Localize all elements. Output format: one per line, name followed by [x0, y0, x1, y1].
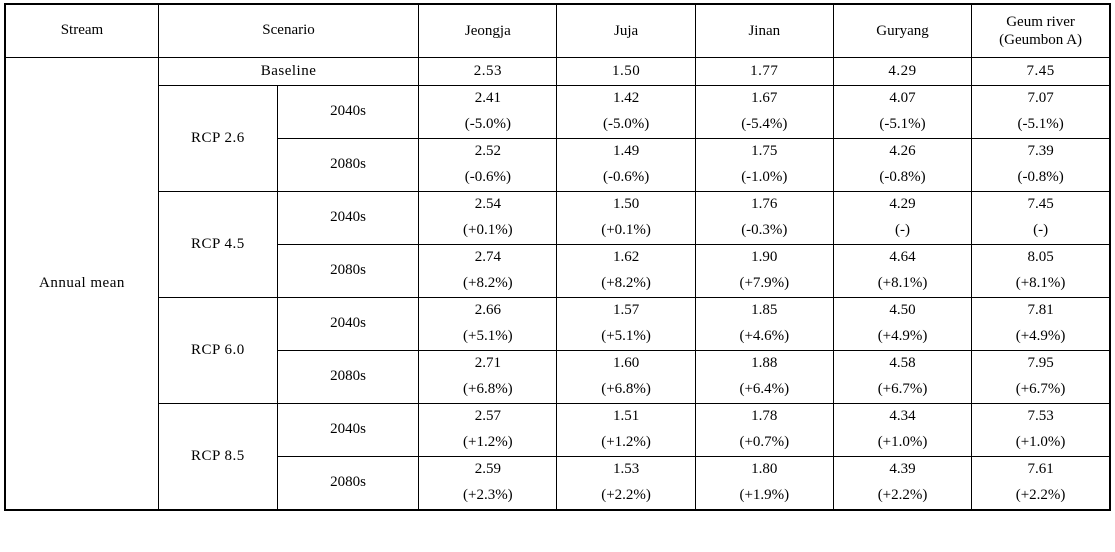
change-rcp85-2080s-juja: (+2.2%) — [557, 483, 695, 510]
header-site-jeongja-line1: Jeongja — [464, 23, 511, 39]
document-page — [0, 3, 1115, 552]
value-rcp26-2040s-juja: 1.42 — [557, 86, 695, 113]
value-rcp60-2080s-jeongja: 2.71 — [419, 351, 557, 378]
change-rcp26-2040s-guryang: (-5.1%) — [833, 112, 971, 139]
value-rcp60-2040s-jeongja: 2.66 — [419, 298, 557, 325]
stream-label-annual-mean: Annual mean — [5, 58, 158, 511]
change-rcp45-2040s-jeongja: (+0.1%) — [419, 218, 557, 245]
change-rcp60-2040s-jeongja: (+5.1%) — [419, 324, 557, 351]
value-rcp45-2040s-guryang: 4.29 — [833, 192, 971, 219]
value-rcp26-2080s-geum-river: 7.39 — [972, 139, 1110, 166]
change-rcp60-2080s-jeongja: (+6.8%) — [419, 377, 557, 404]
value-rcp60-2080s-guryang: 4.58 — [833, 351, 971, 378]
value-rcp26-2080s-juja: 1.49 — [557, 139, 695, 166]
value-rcp85-2080s-geum-river: 7.61 — [972, 457, 1110, 484]
baseline-value-geum-river: 7.45 — [972, 58, 1110, 86]
value-rcp60-2040s-juja: 1.57 — [557, 298, 695, 325]
table-row-rcp60-2040s-value — [5, 298, 1110, 325]
change-rcp60-2040s-juja: (+5.1%) — [557, 324, 695, 351]
baseline-value-jinan: 1.77 — [695, 58, 833, 86]
change-rcp45-2080s-juja: (+8.2%) — [557, 271, 695, 298]
change-rcp60-2080s-guryang: (+6.7%) — [833, 377, 971, 404]
change-rcp26-2040s-geum-river: (-5.1%) — [972, 112, 1110, 139]
change-rcp45-2040s-geum-river: (-) — [972, 218, 1110, 245]
change-rcp26-2080s-jeongja: (-0.6%) — [419, 165, 557, 192]
table-row-rcp45-2040s-value — [5, 192, 1110, 219]
value-rcp60-2080s-juja: 1.60 — [557, 351, 695, 378]
value-rcp45-2080s-juja: 1.62 — [557, 245, 695, 272]
period-label-rcp26-2040s: 2040s — [277, 86, 418, 139]
value-rcp45-2040s-juja: 1.50 — [557, 192, 695, 219]
value-rcp85-2080s-juja: 1.53 — [557, 457, 695, 484]
scenario-label-rcp-2-6: RCP 2.6 — [158, 86, 277, 192]
change-rcp60-2040s-guryang: (+4.9%) — [833, 324, 971, 351]
change-rcp45-2040s-juja: (+0.1%) — [557, 218, 695, 245]
table-row-rcp85-2040s-value — [5, 404, 1110, 431]
value-rcp60-2040s-geum-river: 7.81 — [972, 298, 1110, 325]
scenario-label-rcp-6-0: RCP 6.0 — [158, 298, 277, 404]
value-rcp45-2040s-jinan: 1.76 — [695, 192, 833, 219]
value-rcp45-2080s-jinan: 1.90 — [695, 245, 833, 272]
period-label-rcp85-2040s: 2040s — [277, 404, 418, 457]
value-rcp45-2080s-jeongja: 2.74 — [419, 245, 557, 272]
header-site-jinan-line1: Jinan — [748, 23, 781, 39]
period-label-rcp45-2080s: 2080s — [277, 245, 418, 298]
value-rcp85-2040s-juja: 1.51 — [557, 404, 695, 431]
header-scenario: Scenario — [158, 4, 418, 58]
change-rcp26-2080s-guryang: (-0.8%) — [833, 165, 971, 192]
change-rcp60-2040s-jinan: (+4.6%) — [695, 324, 833, 351]
value-rcp85-2080s-guryang: 4.39 — [833, 457, 971, 484]
change-rcp85-2040s-jinan: (+0.7%) — [695, 430, 833, 457]
baseline-value-guryang: 4.29 — [833, 58, 971, 86]
change-rcp85-2080s-guryang: (+2.2%) — [833, 483, 971, 510]
change-rcp60-2080s-jinan: (+6.4%) — [695, 377, 833, 404]
change-rcp60-2080s-geum-river: (+6.7%) — [972, 377, 1110, 404]
value-rcp26-2040s-jeongja: 2.41 — [419, 86, 557, 113]
value-rcp85-2040s-geum-river: 7.53 — [972, 404, 1110, 431]
change-rcp26-2040s-juja: (-5.0%) — [557, 112, 695, 139]
value-rcp26-2040s-geum-river: 7.07 — [972, 86, 1110, 113]
period-label-rcp85-2080s: 2080s — [277, 457, 418, 511]
change-rcp85-2080s-jinan: (+1.9%) — [695, 483, 833, 510]
climate-scenario-table — [4, 3, 1111, 511]
scenario-label-rcp-8-5: RCP 8.5 — [158, 404, 277, 511]
change-rcp45-2080s-jeongja: (+8.2%) — [419, 271, 557, 298]
change-rcp26-2080s-geum-river: (-0.8%) — [972, 165, 1110, 192]
change-rcp45-2080s-jinan: (+7.9%) — [695, 271, 833, 298]
baseline-value-juja: 1.50 — [557, 58, 695, 86]
baseline-value-jeongja: 2.53 — [419, 58, 557, 86]
header-row — [5, 4, 1110, 58]
value-rcp45-2080s-guryang: 4.64 — [833, 245, 971, 272]
value-rcp26-2040s-guryang: 4.07 — [833, 86, 971, 113]
value-rcp85-2040s-jinan: 1.78 — [695, 404, 833, 431]
table-header — [5, 4, 1110, 58]
table-body — [5, 58, 1110, 511]
period-label-rcp26-2080s: 2080s — [277, 139, 418, 192]
change-rcp45-2040s-guryang: (-) — [833, 218, 971, 245]
change-rcp85-2080s-geum-river: (+2.2%) — [972, 483, 1110, 510]
value-rcp60-2080s-geum-river: 7.95 — [972, 351, 1110, 378]
header-site-juja-line1: Juja — [613, 23, 639, 39]
value-rcp45-2080s-geum-river: 8.05 — [972, 245, 1110, 272]
header-site-guryang — [833, 4, 971, 58]
header-stream: Stream — [5, 4, 158, 58]
scenario-label-rcp-4-5: RCP 4.5 — [158, 192, 277, 298]
change-rcp26-2080s-jinan: (-1.0%) — [695, 165, 833, 192]
period-label-rcp45-2040s: 2040s — [277, 192, 418, 245]
value-rcp85-2040s-guryang: 4.34 — [833, 404, 971, 431]
value-rcp45-2040s-jeongja: 2.54 — [419, 192, 557, 219]
period-label-rcp60-2040s: 2040s — [277, 298, 418, 351]
header-site-geum-river — [972, 4, 1110, 58]
value-rcp26-2080s-jeongja: 2.52 — [419, 139, 557, 166]
value-rcp85-2080s-jeongja: 2.59 — [419, 457, 557, 484]
scenario-label-baseline: Baseline — [158, 58, 418, 86]
header-site-jeongja — [419, 4, 557, 58]
table-row-rcp26-2040s-value — [5, 86, 1110, 113]
value-rcp85-2040s-jeongja: 2.57 — [419, 404, 557, 431]
change-rcp26-2080s-juja: (-0.6%) — [557, 165, 695, 192]
table-row-baseline — [5, 58, 1110, 86]
value-rcp60-2040s-jinan: 1.85 — [695, 298, 833, 325]
header-site-guryang-line1: Guryang — [876, 23, 929, 39]
change-rcp45-2080s-geum-river: (+8.1%) — [972, 271, 1110, 298]
change-rcp85-2040s-guryang: (+1.0%) — [833, 430, 971, 457]
header-site-juja — [557, 4, 695, 58]
change-rcp60-2080s-juja: (+6.8%) — [557, 377, 695, 404]
change-rcp26-2040s-jinan: (-5.4%) — [695, 112, 833, 139]
value-rcp60-2040s-guryang: 4.50 — [833, 298, 971, 325]
header-site-jinan — [695, 4, 833, 58]
change-rcp45-2080s-guryang: (+8.1%) — [833, 271, 971, 298]
change-rcp45-2040s-jinan: (-0.3%) — [695, 218, 833, 245]
change-rcp26-2040s-jeongja: (-5.0%) — [419, 112, 557, 139]
change-rcp85-2040s-jeongja: (+1.2%) — [419, 430, 557, 457]
value-rcp85-2080s-jinan: 1.80 — [695, 457, 833, 484]
change-rcp85-2040s-juja: (+1.2%) — [557, 430, 695, 457]
period-label-rcp60-2080s: 2080s — [277, 351, 418, 404]
value-rcp60-2080s-jinan: 1.88 — [695, 351, 833, 378]
value-rcp26-2040s-jinan: 1.67 — [695, 86, 833, 113]
value-rcp26-2080s-jinan: 1.75 — [695, 139, 833, 166]
value-rcp26-2080s-guryang: 4.26 — [833, 139, 971, 166]
header-site-geum-river-line1: Geum river — [1006, 14, 1075, 30]
change-rcp85-2080s-jeongja: (+2.3%) — [419, 483, 557, 510]
change-rcp60-2040s-geum-river: (+4.9%) — [972, 324, 1110, 351]
change-rcp85-2040s-geum-river: (+1.0%) — [972, 430, 1110, 457]
header-site-geum-river-line2: (Geumbon A) — [999, 32, 1083, 48]
value-rcp45-2040s-geum-river: 7.45 — [972, 192, 1110, 219]
